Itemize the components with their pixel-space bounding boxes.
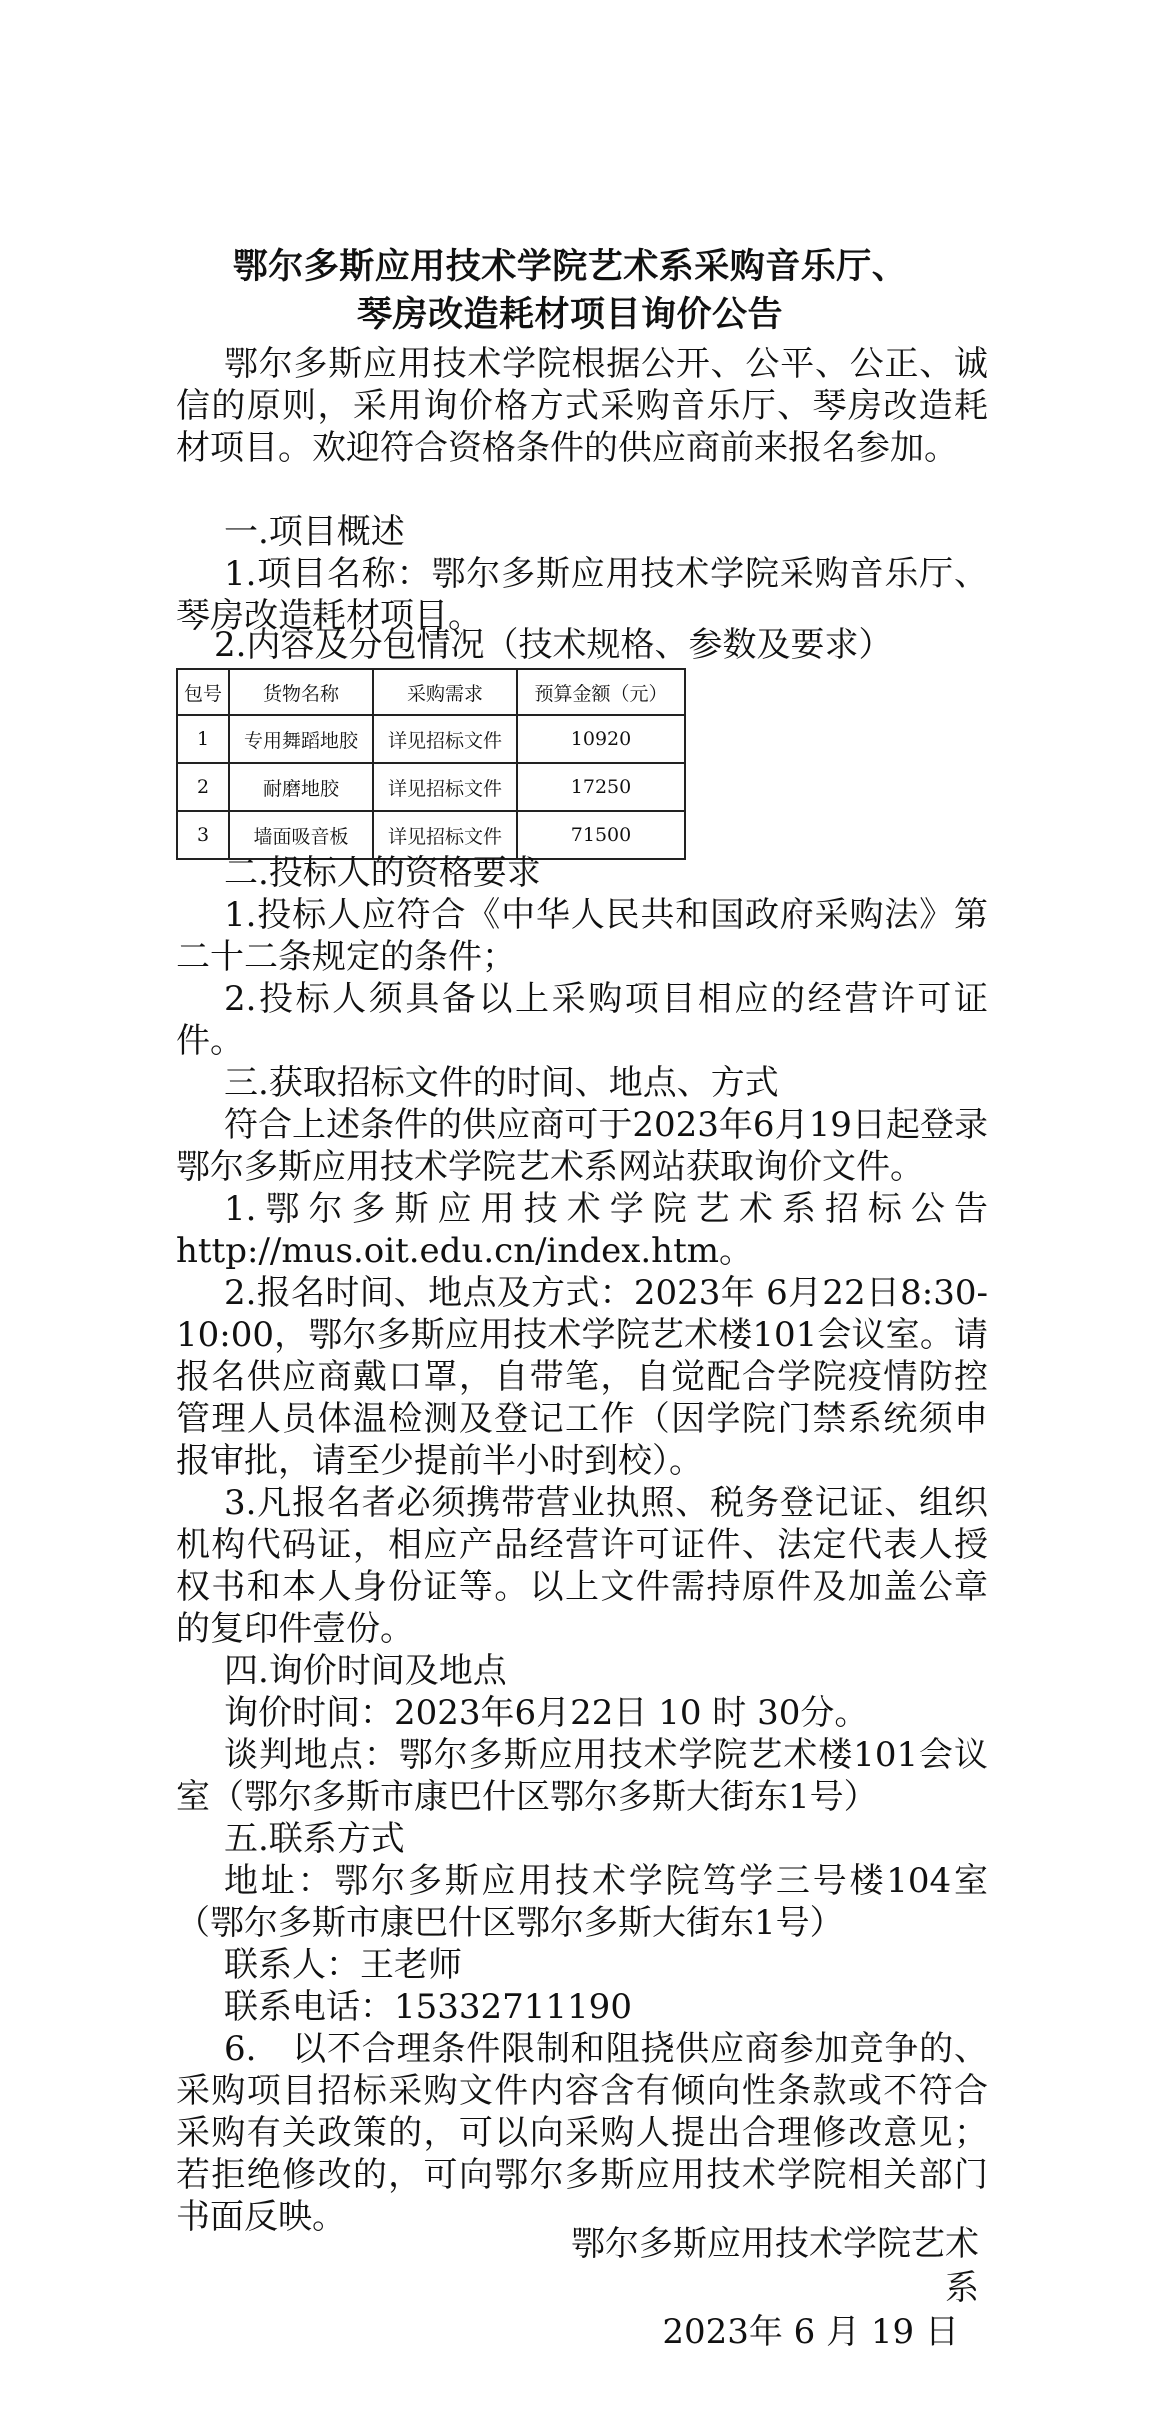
section5-phone: 联系电话：15332711190 (224, 1987, 632, 2027)
section3-item3: 3.凡报名者必须携带营业执照、税务登记证、组织机构代码证，相应产品经营许可证件、法定代表人授权书和本人身份证等。以上文件需持原件及加盖公章的复印件壹份。 (176, 1483, 988, 1649)
table-cell: 详见招标文件 (373, 811, 517, 859)
section1-heading: 一.项目概述 (224, 512, 405, 552)
section3-intro: 符合上述条件的供应商可于2023年6月19日起登录鄂尔多斯应用技术学院艺术系网站获取询价文件。 (176, 1105, 988, 1187)
section5-item6: 6. 以不合理条件限制和阻挠供应商参加竞争的、采购项目招标采购文件内容含有倾向性条款或不符合采购有关政策的，可以向采购人提出合理修改意见；若拒绝修改的，可向鄂尔多斯应用技术学院相关部门书面反映。 (176, 2029, 988, 2237)
table-cell: 2 (177, 763, 229, 811)
table-cell: 10920 (517, 715, 685, 763)
section2-item2: 2.投标人须具备以上采购项目相应的经营许可证件。 (176, 979, 988, 1061)
table-row (177, 763, 685, 811)
table-cell: 71500 (517, 811, 685, 859)
table-header-cell: 货物名称 (229, 669, 373, 715)
section4-time: 询价时间：2023年6月22日 10 时 30分。 (224, 1693, 869, 1733)
section5-address: 地址：鄂尔多斯应用技术学院笃学三号楼104室（鄂尔多斯市康巴什区鄂尔多斯大街东1号） (176, 1861, 988, 1943)
section5-contact: 联系人：王老师 (224, 1945, 462, 1985)
section3-item2: 2.报名时间、地点及方式：2023年 6月22日8:30-10:00，鄂尔多斯应用技术学院艺术楼101会议室。请报名供应商戴口罩，自带笔，自觉配合学院疫情防控管理人员体温检测及登记工作（因学院门禁系统须申报审批，请至少提前半小时到校）。 (176, 1273, 988, 1481)
intro-paragraph: 鄂尔多斯应用技术学院根据公开、公平、公正、诚信的原则，采用询价格方式采购音乐厅、琴房改造耗材项目。欢迎符合资格条件的供应商前来报名参加。 (176, 344, 988, 468)
table-cell: 耐磨地胶 (229, 763, 373, 811)
section2-item1: 1.投标人应符合《中华人民共和国政府采购法》第二十二条规定的条件； (176, 895, 988, 977)
section2-heading: 二.投标人的资格要求 (224, 853, 541, 893)
signature-date: 2023年 6 月 19 日 (662, 2312, 959, 2352)
section1-item1: 1.项目名称：鄂尔多斯应用技术学院采购音乐厅、琴房改造耗材项目。 (176, 554, 988, 636)
section3-heading: 三.获取招标文件的时间、地点、方式 (224, 1063, 779, 1103)
section5-heading: 五.联系方式 (224, 1819, 405, 1859)
title-line-1: 鄂尔多斯应用技术学院艺术系采购音乐厅、 (232, 247, 908, 287)
table-cell: 1 (177, 715, 229, 763)
table-header-cell: 预算金额（元） (517, 669, 685, 715)
table-cell: 3 (177, 811, 229, 859)
table-cell: 专用舞蹈地胶 (229, 715, 373, 763)
section3-item1: 1.鄂尔多斯应用技术学院艺术系招标公告http://mus.oit.edu.cn/index.htm。 (176, 1189, 988, 1271)
table-header-cell: 采购需求 (373, 669, 517, 715)
table-header-cell: 包号 (177, 669, 229, 715)
table-cell: 详见招标文件 (373, 715, 517, 763)
table-cell: 详见招标文件 (373, 763, 517, 811)
section1-item2: 2.内容及分包情况（技术规格、参数及要求） (214, 625, 893, 665)
title-line-2: 琴房改造耗材项目询价公告 (356, 295, 783, 335)
section4-place: 谈判地点：鄂尔多斯应用技术学院艺术楼101会议室（鄂尔多斯市康巴什区鄂尔多斯大街东1号） (176, 1735, 988, 1817)
budget-table (176, 668, 686, 860)
table-cell: 17250 (517, 763, 685, 811)
table-header-row (177, 669, 685, 715)
table-row (177, 715, 685, 763)
section4-heading: 四.询价时间及地点 (224, 1651, 507, 1691)
signature-organization: 鄂尔多斯应用技术学院艺术系 (571, 2224, 979, 2308)
table-cell: 墙面吸音板 (229, 811, 373, 859)
